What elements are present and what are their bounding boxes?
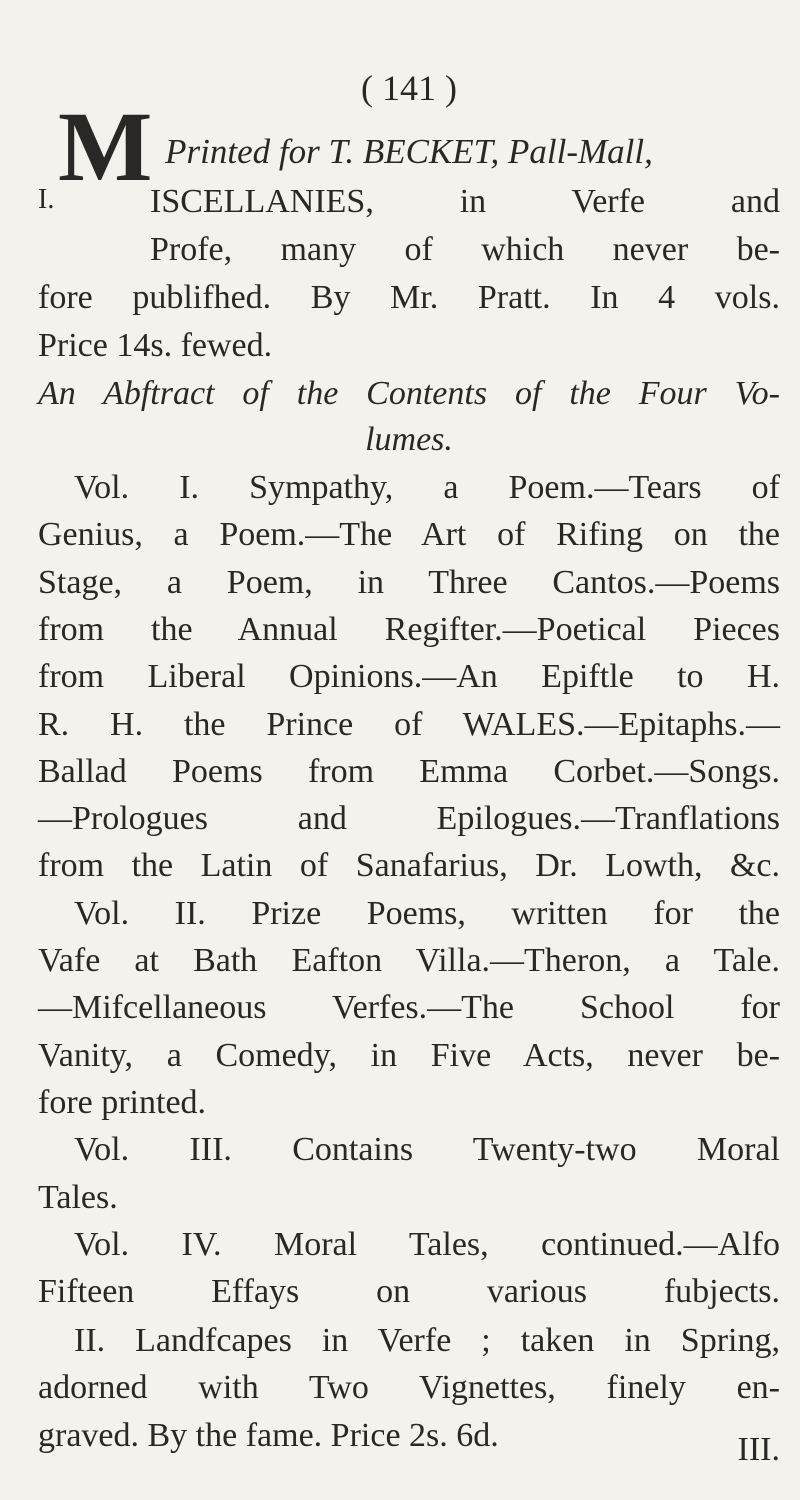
contents-line: Vol. IV. Moral Tales, continued.—Alfo [74,1226,780,1263]
entry2-line: graved. By the fame. Price 2s. 6d. [38,1417,499,1454]
entry2-line: II. Landfcapes in Verfe ; taken in Spring, [74,1322,780,1359]
entry1-line3: fore publifhed. By Mr. Pratt. In 4 vols. [38,279,780,316]
publisher-prefix: Printed for [165,132,329,171]
contents-line: from Liberal Opinions.—An Epiftle to H. [38,658,780,695]
publisher-name: T. BECKET [328,132,491,171]
entry1-line4: Price 14s. fewed. [38,327,273,364]
publisher-place: Pall-Mall, [508,132,653,171]
drop-cap: M [58,91,153,202]
contents-line: —Prologues and Epilogues.—Tranflations [38,800,780,837]
entry1-line1: ISCELLANIES, in Verfe and [150,183,780,220]
contents-line: R. H. the Prince of WALES.—Epitaphs.— [38,706,780,743]
contents-line: Vafe at Bath Eafton Villa.—Theron, a Tale. [38,942,780,979]
entry-number: I. [38,184,55,215]
catchword: III. [737,1431,780,1468]
abstract-heading-line2: lumes. [365,421,453,458]
contents-line: fore printed. [38,1084,207,1121]
contents-line: Vol. II. Prize Poems, written for the [74,895,780,932]
contents-line: Stage, a Poem, in Three Cantos.—Poems [38,564,780,601]
publisher-separator: , [490,132,509,171]
contents-line: from the Annual Regifter.—Poetical Pieces [38,611,780,648]
contents-line: Vol. III. Contains Twenty-two Moral [74,1131,780,1168]
contents-line: from the Latin of Sanafarius, Dr. Lowth, &c. [38,847,780,884]
contents-line: Vol. I. Sympathy, a Poem.—Tears of [74,469,780,506]
contents-line: Tales. [38,1179,118,1216]
contents-line: —Mifcellaneous Verfes.—The School for [38,989,780,1026]
contents-line: Ballad Poems from Emma Corbet.—Songs. [38,753,780,790]
entry1-line2: Profe, many of which never be- [150,231,780,268]
contents-line: Genius, a Poem.—The Art of Rifing on the [38,516,780,553]
abstract-heading-line1: An Abftract of the Contents of the Four Vo- [38,375,780,412]
contents-line: Vanity, a Comedy, in Five Acts, never be- [38,1037,780,1074]
entry2-line: adorned with Two Vignettes, finely en- [38,1369,780,1406]
page-number: ( 141 ) [361,68,457,108]
contents-line: Fifteen Effays on various fubjects. [38,1273,780,1310]
